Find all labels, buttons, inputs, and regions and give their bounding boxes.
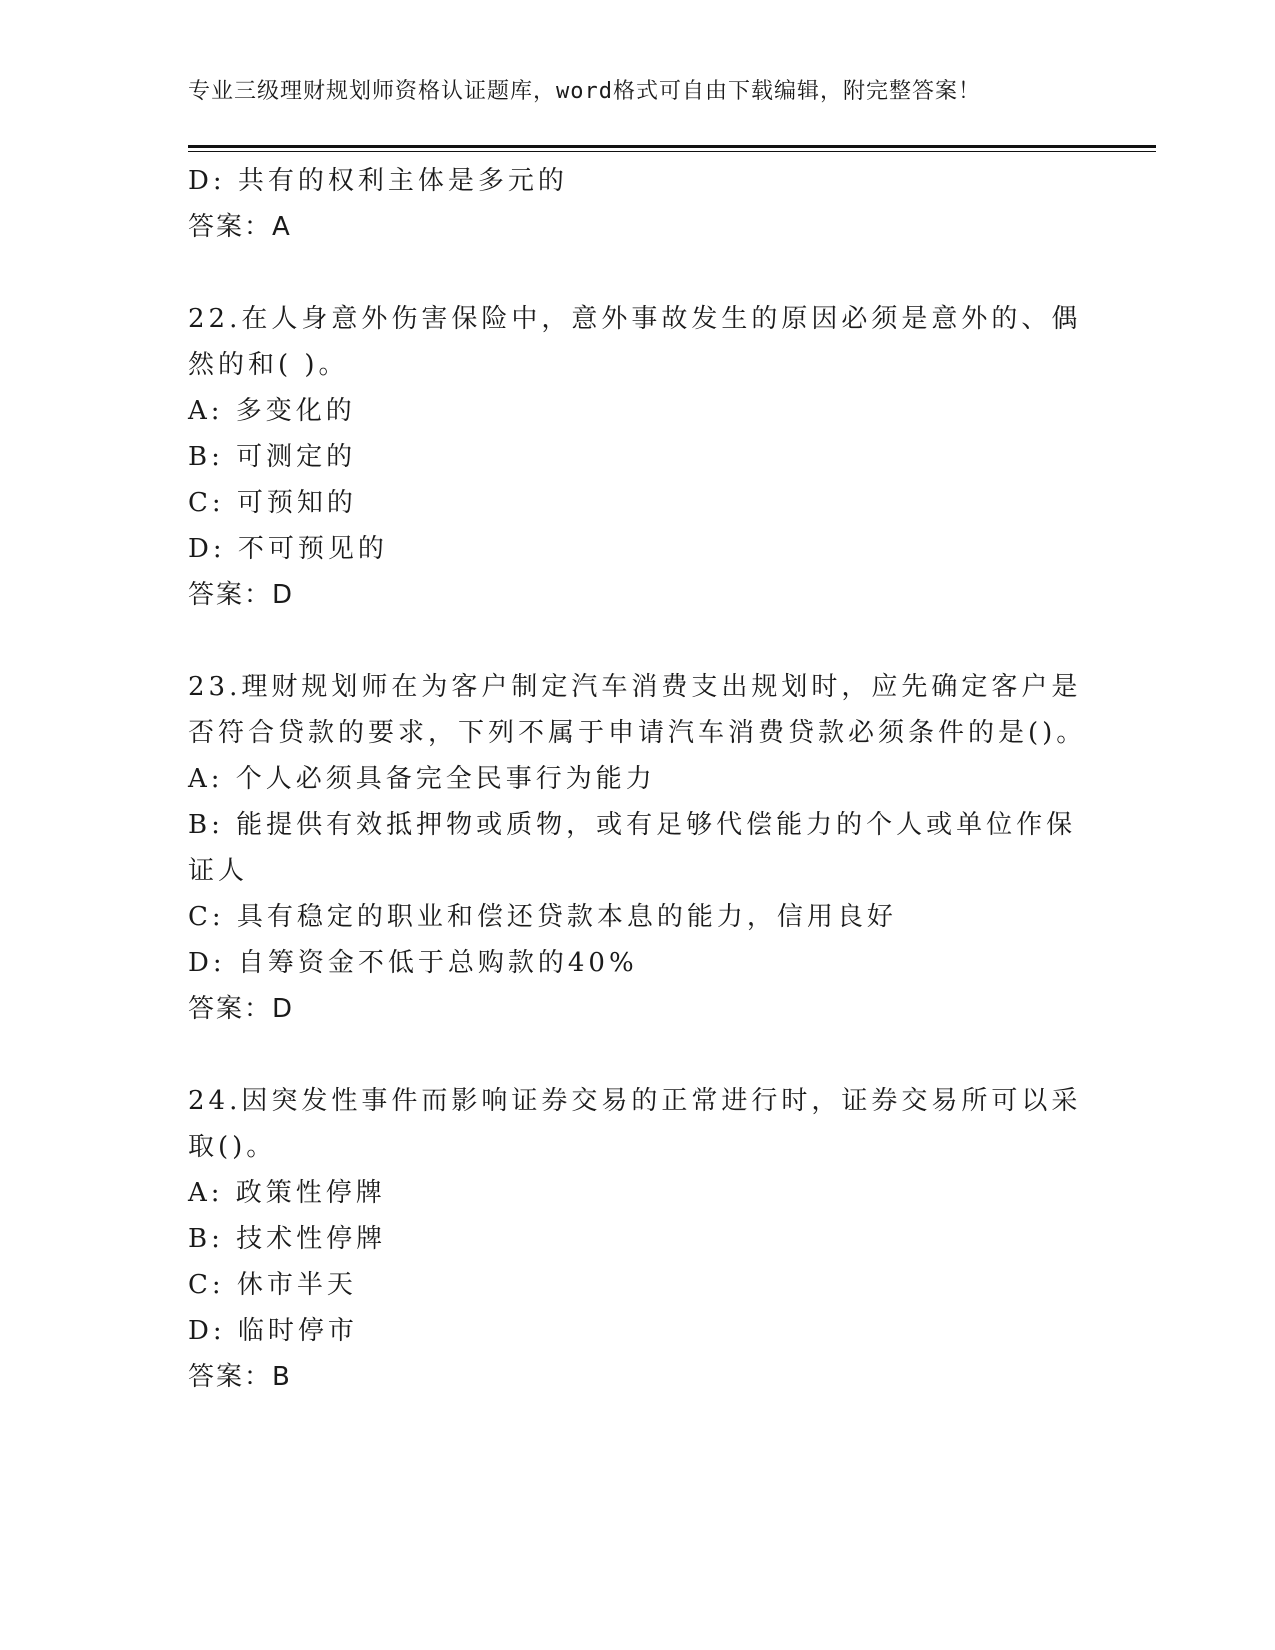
option-a: A: 多变化的 bbox=[188, 396, 356, 426]
option-a: A: 政策性停牌 bbox=[188, 1178, 386, 1208]
prev-option-d: D: 共有的权利主体是多元的 bbox=[188, 166, 568, 196]
option-c: C: 可预知的 bbox=[188, 488, 357, 518]
answer: 答案：B bbox=[188, 1362, 292, 1392]
prev-answer: 答案：A bbox=[188, 212, 292, 242]
header-rule-thick bbox=[188, 145, 1156, 148]
document-body bbox=[188, 158, 1088, 1400]
header-title: 专业三级理财规划师资格认证题库，word格式可自由下载编辑，附完整答案！ bbox=[188, 79, 981, 104]
answer: 答案：D bbox=[188, 580, 295, 610]
option-a: A: 个人必须具备完全民事行为能力 bbox=[188, 764, 656, 794]
option-b: B: 可测定的 bbox=[188, 442, 357, 472]
question-24 bbox=[188, 1078, 1088, 1400]
spacer bbox=[188, 1032, 1088, 1078]
option-c: C: 具有稳定的职业和偿还贷款本息的能力，信用良好 bbox=[188, 902, 897, 932]
question-23 bbox=[188, 664, 1088, 1032]
option-c: C: 休市半天 bbox=[188, 1270, 357, 1300]
option-b: B: 能提供有效抵押物或质物，或有足够代偿能力的个人或单位作保证人 bbox=[188, 810, 1077, 886]
question-stem: 23.理财规划师在为客户制定汽车消费支出规划时，应先确定客户是否符合贷款的要求，下列不属于申请汽车消费贷款必须条件的是()。 bbox=[188, 672, 1087, 748]
option-d: D: 不可预见的 bbox=[188, 534, 388, 564]
question-22 bbox=[188, 296, 1088, 618]
answer: 答案：D bbox=[188, 994, 295, 1024]
option-d: D: 临时停市 bbox=[188, 1316, 358, 1346]
question-stem: 22.在人身意外伤害保险中，意外事故发生的原因必须是意外的、偶然的和( )。 bbox=[188, 304, 1082, 380]
option-d: D: 自筹资金不低于总购款的40% bbox=[188, 948, 638, 978]
option-b: B: 技术性停牌 bbox=[188, 1224, 387, 1254]
header-rule-thin bbox=[188, 151, 1156, 152]
spacer bbox=[188, 250, 1088, 296]
question-stem: 24.因突发性事件而影响证券交易的正常进行时，证券交易所可以采取()。 bbox=[188, 1086, 1082, 1162]
spacer bbox=[188, 618, 1088, 664]
